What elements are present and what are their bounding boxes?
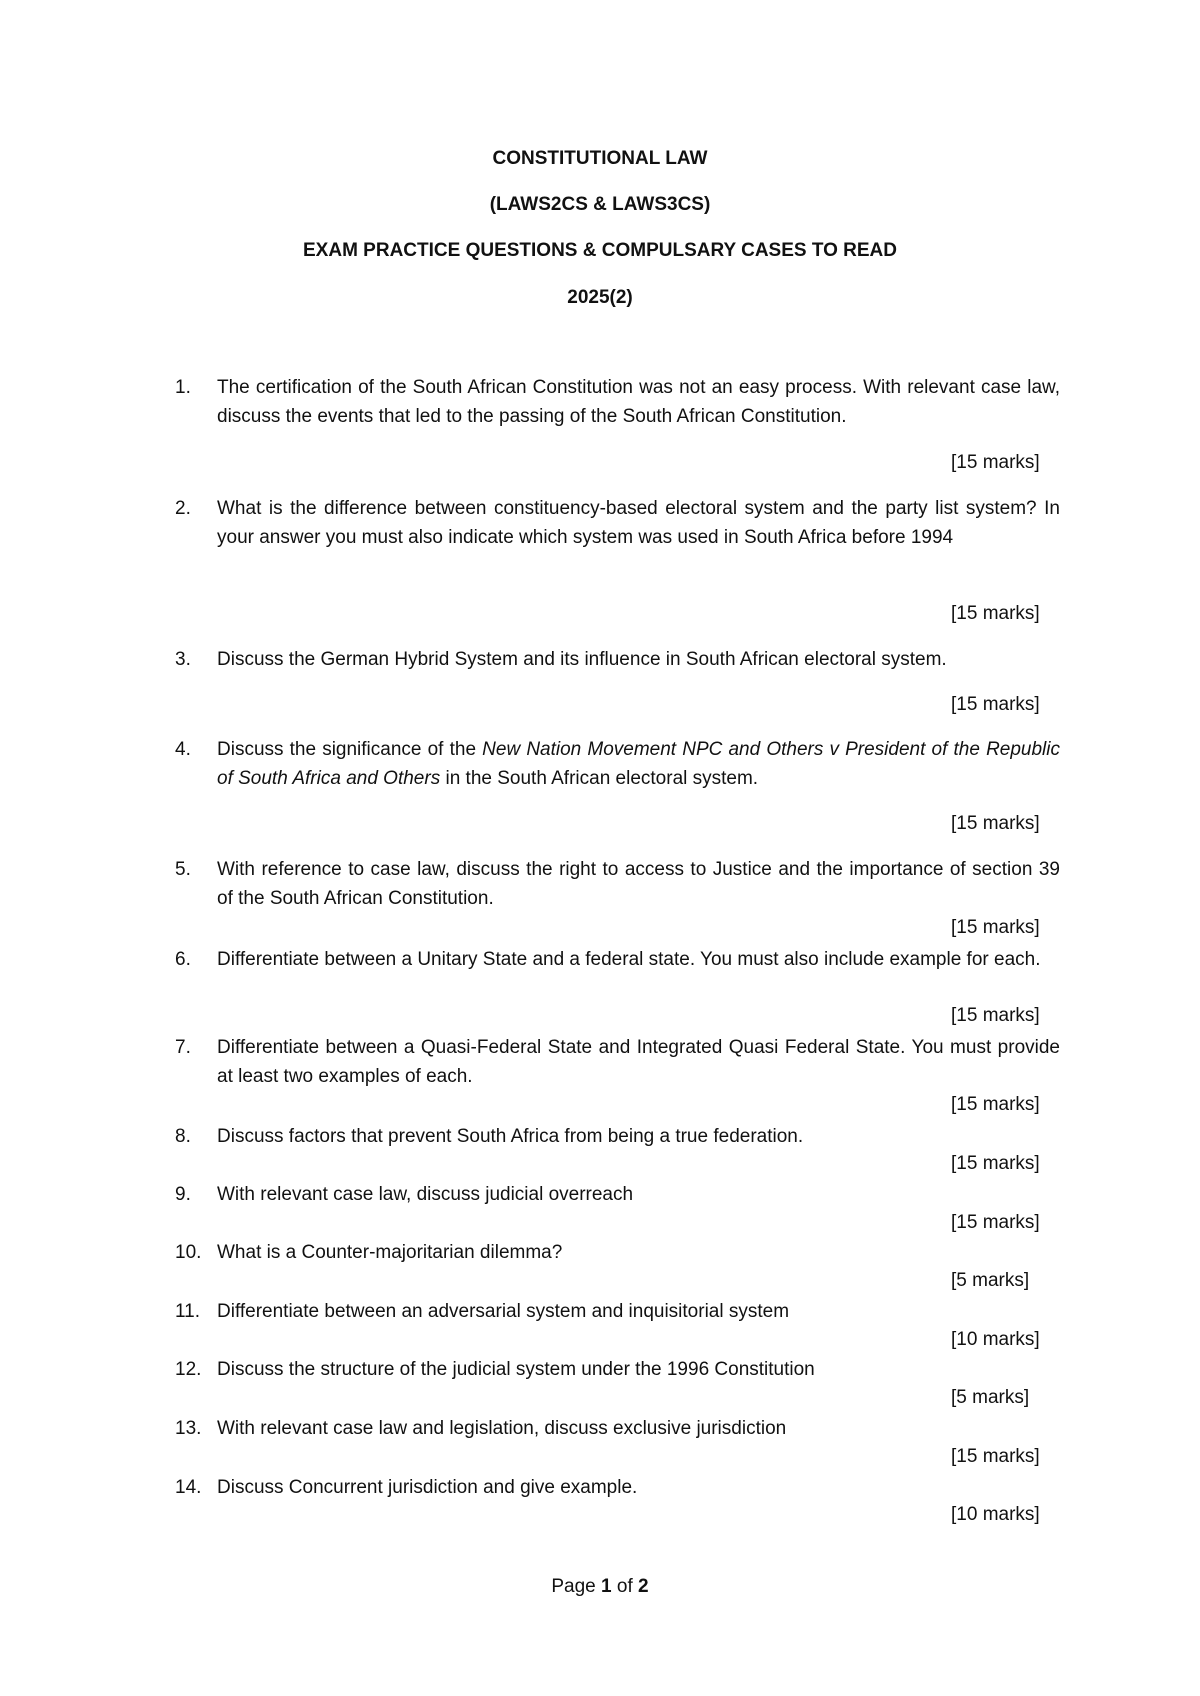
question-text: The certification of the South African Constitution was not an easy process. With relevant case law, discuss the events that led to the passing of the South African Constitution. bbox=[217, 377, 1060, 427]
exam-term: 2025(2) bbox=[567, 287, 633, 308]
question-item bbox=[175, 645, 1060, 674]
question-text: What is a Counter-majoritarian dilemma? bbox=[217, 1242, 563, 1263]
marks-label: [15 marks] bbox=[951, 603, 1040, 624]
case-name: New Nation Movement NPC and Others v President of the Republic of South Africa and Others bbox=[217, 739, 1060, 789]
marks-label: [15 marks] bbox=[951, 694, 1040, 715]
question-number: 4. bbox=[175, 739, 191, 760]
question-item bbox=[175, 735, 1060, 793]
question-number: 2. bbox=[175, 498, 191, 519]
question-text: With reference to case law, discuss the right to access to Justice and the importance of section 39 of the South African Constitution. bbox=[217, 859, 1060, 909]
of-word: of bbox=[616, 1576, 633, 1597]
question-number: 13. bbox=[175, 1418, 202, 1439]
course-codes: (LAWS2CS & LAWS3CS) bbox=[489, 194, 711, 215]
page-footer bbox=[0, 1576, 1200, 1598]
question-number: 8. bbox=[175, 1126, 191, 1147]
current-page-number: 1 bbox=[601, 1576, 612, 1597]
question-text: Discuss factors that prevent South Africa from being a true federation. bbox=[217, 1126, 804, 1147]
question-text: Differentiate between an adversarial system and inquisitorial system bbox=[217, 1301, 790, 1322]
question-item bbox=[175, 494, 1060, 552]
question-item bbox=[175, 1297, 1060, 1326]
question-number: 12. bbox=[175, 1359, 202, 1380]
question-text: What is the difference between constituency-based electoral system and the party list system? In your answer you must also indicate which system was used in South Africa before 1994 bbox=[217, 498, 1060, 548]
marks-label: [15 marks] bbox=[951, 452, 1040, 473]
question-item bbox=[175, 945, 1060, 974]
marks-label: [15 marks] bbox=[951, 1005, 1040, 1026]
marks-label: [15 marks] bbox=[951, 1153, 1040, 1174]
marks-label: [5 marks] bbox=[951, 1270, 1030, 1291]
marks-label: [15 marks] bbox=[951, 917, 1040, 938]
total-pages-number: 2 bbox=[638, 1576, 649, 1597]
question-text: Differentiate between a Quasi-Federal State and Integrated Quasi Federal State. You must provide at least two examples of each. bbox=[217, 1037, 1060, 1087]
question-item bbox=[175, 373, 1060, 431]
question-item bbox=[175, 1473, 1060, 1502]
question-item bbox=[175, 1033, 1060, 1091]
page-word: Page bbox=[551, 1576, 596, 1597]
question-number: 6. bbox=[175, 949, 191, 970]
question-text-after: in the South African electoral system. bbox=[440, 768, 759, 789]
question-number: 11. bbox=[175, 1301, 201, 1322]
document-subtitle: EXAM PRACTICE QUESTIONS & COMPULSARY CASES TO READ bbox=[303, 240, 897, 261]
question-text-before: Discuss the significance of the bbox=[217, 739, 483, 760]
document-title: CONSTITUTIONAL LAW bbox=[492, 148, 708, 169]
question-text: Differentiate between a Unitary State and a federal state. You must also include example for each. bbox=[217, 949, 1041, 970]
question-number: 1. bbox=[175, 377, 191, 398]
marks-label: [10 marks] bbox=[951, 1504, 1040, 1525]
question-text: Discuss the structure of the judicial system under the 1996 Constitution bbox=[217, 1359, 815, 1380]
marks-label: [15 marks] bbox=[951, 1446, 1040, 1467]
question-item bbox=[175, 1355, 1060, 1384]
marks-label: [5 marks] bbox=[951, 1387, 1030, 1408]
question-text: Discuss Concurrent jurisdiction and give example. bbox=[217, 1477, 638, 1498]
marks-label: [10 marks] bbox=[951, 1329, 1040, 1350]
question-text: With relevant case law, discuss judicial overreach bbox=[217, 1184, 634, 1205]
question-number: 14. bbox=[175, 1477, 202, 1498]
question-number: 3. bbox=[175, 649, 191, 670]
question-item bbox=[175, 855, 1060, 913]
question-item bbox=[175, 1414, 1060, 1443]
question-text bbox=[217, 735, 1060, 793]
question-number: 7. bbox=[175, 1037, 191, 1058]
question-text: With relevant case law and legislation, discuss exclusive jurisdiction bbox=[217, 1418, 787, 1439]
marks-label: [15 marks] bbox=[951, 1094, 1040, 1115]
question-text: Discuss the German Hybrid System and its influence in South African electoral system. bbox=[217, 649, 947, 670]
question-item bbox=[175, 1238, 1060, 1267]
question-number: 9. bbox=[175, 1184, 191, 1205]
marks-label: [15 marks] bbox=[951, 813, 1040, 834]
question-number: 10. bbox=[175, 1242, 202, 1263]
question-number: 5. bbox=[175, 859, 191, 880]
marks-label: [15 marks] bbox=[951, 1212, 1040, 1233]
question-item bbox=[175, 1180, 1060, 1209]
question-item bbox=[175, 1122, 1060, 1151]
